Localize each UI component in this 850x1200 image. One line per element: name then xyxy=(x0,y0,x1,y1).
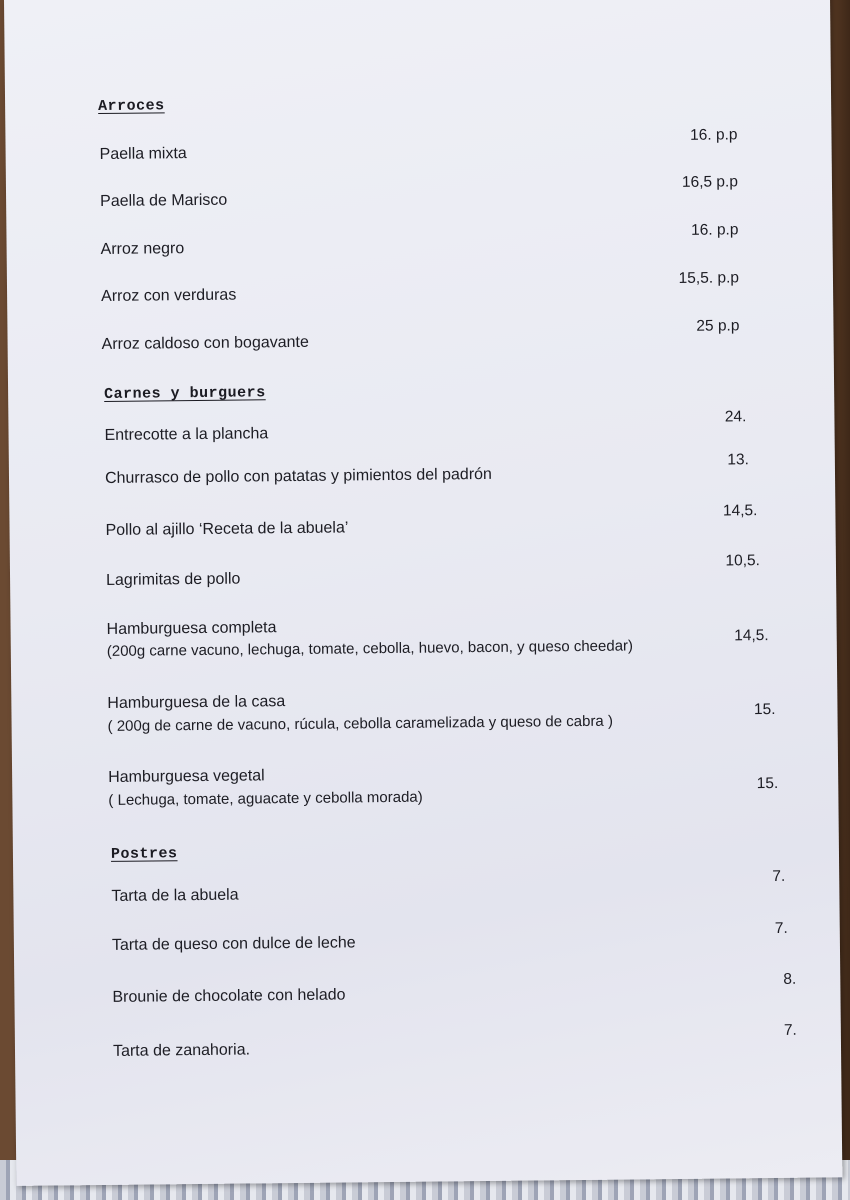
section-title-carnes: Carnes y burguers xyxy=(104,384,266,403)
menu-item-name: Hamburguesa completa xyxy=(106,619,277,638)
menu-sheet xyxy=(4,0,842,1186)
menu-item-price: 16. p.p xyxy=(690,221,739,239)
menu-item-price: 15. xyxy=(756,774,779,793)
menu-item-price: 10,5. xyxy=(725,552,761,570)
menu-item-name: Arroz negro xyxy=(100,240,185,259)
menu-item-name: Tarta de zanahoria. xyxy=(112,1041,251,1060)
menu-item-name: Arroz caldoso con bogavante xyxy=(101,333,309,353)
menu-item-name: Lagrimitas de pollo xyxy=(105,570,241,589)
menu-item-price: 16. p.p xyxy=(689,126,738,144)
menu-item-name: Churrasco de pollo con patatas y pimientos del padrón xyxy=(104,465,492,487)
menu-item-description: ( Lechuga, tomate, aguacate y cebolla morada) xyxy=(108,788,423,809)
menu-item-price: 7. xyxy=(772,867,786,886)
menu-item-name: Tarta de queso con dulce de leche xyxy=(111,934,356,954)
menu-item-price: 16,5 p.p xyxy=(681,173,739,191)
menu-item-name: Entrecotte a la plancha xyxy=(104,425,269,444)
menu-item-description: (200g carne vacuno, lechuga, tomate, cebolla, huevo, bacon, y queso cheedar) xyxy=(106,637,634,660)
menu-item-price: 7. xyxy=(774,919,788,937)
menu-item-price: 15,5. p.p xyxy=(678,269,740,287)
menu-item-price: 7. xyxy=(783,1021,797,1039)
menu-item-name: Pollo al ajillo ‘Receta de la abuela’ xyxy=(105,519,349,539)
menu-item-price: 24. xyxy=(724,408,747,426)
menu-item-price: 15. xyxy=(753,700,776,719)
menu-item-name: Paella mixta xyxy=(99,145,187,164)
menu-item-name: Arroz con verduras xyxy=(101,286,237,305)
menu-item-name: Hamburguesa de la casa xyxy=(107,693,286,712)
menu-item-price: 13. xyxy=(727,451,749,469)
menu-item-description: ( 200g de carne de vacuno, rúcula, cebolla caramelizada y queso de cabra ) xyxy=(107,712,613,735)
section-title-postres: Postres xyxy=(110,845,178,863)
section-title-arroces: Arroces xyxy=(98,97,165,116)
menu-item-name: Hamburguesa vegetal xyxy=(108,767,265,786)
menu-item-price: 14,5. xyxy=(734,627,769,645)
menu-item-price: 8. xyxy=(783,970,797,988)
menu-item-name: Brounie de chocolate con helado xyxy=(112,986,346,1006)
menu-item-name: Paella de Marisco xyxy=(100,191,228,211)
menu-item-price: 14,5. xyxy=(722,502,758,520)
menu-item-price: 25 p.p xyxy=(696,317,740,335)
menu-item-name: Tarta de la abuela xyxy=(111,886,239,905)
